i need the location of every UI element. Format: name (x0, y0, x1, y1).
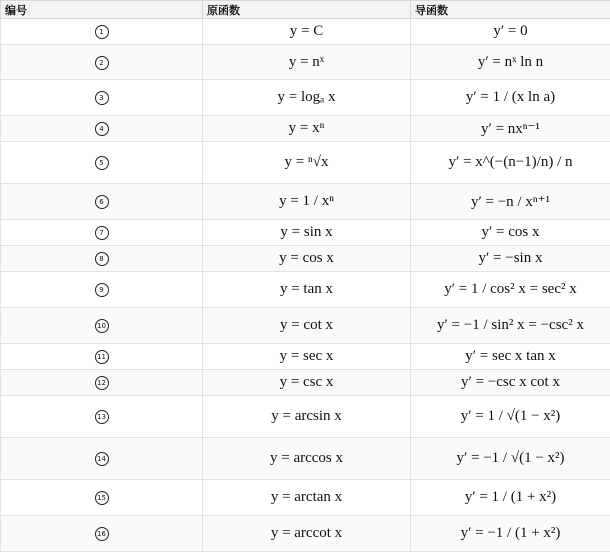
original-function: y = sec x (203, 344, 411, 370)
derivative-function: y′ = −sin x (411, 246, 610, 272)
original-function: y = sin x (203, 220, 411, 246)
row-index (1, 45, 203, 80)
original-function: y = csc x (203, 370, 411, 396)
original-function: y = logₐ x (203, 80, 411, 116)
derivative-function: y′ = −n / xⁿ⁺¹ (411, 184, 610, 220)
original-function: y = arctan x (203, 480, 411, 516)
derivative-function: y′ = −1 / √(1 − x²) (411, 438, 610, 480)
derivative-function: y′ = −1 / sin² x = −csc² x (411, 308, 610, 344)
derivative-function: y′ = 1 / √(1 − x²) (411, 396, 610, 438)
derivative-function: y′ = x^(−(n−1)/n) / n (411, 142, 610, 184)
derivative-function: y′ = 1 / cos² x = sec² x (411, 272, 610, 308)
row-index (1, 370, 203, 396)
row-index (1, 344, 203, 370)
original-function: y = C (203, 19, 411, 45)
row-index-badge: 16 (95, 527, 109, 541)
row-index-badge: 15 (95, 491, 109, 505)
row-index-badge: 9 (95, 283, 109, 297)
derivative-function: y′ = nxⁿ⁻¹ (411, 116, 610, 142)
derivative-function: y′ = −1 / (1 + x²) (411, 516, 610, 552)
row-index-badge: 7 (95, 226, 109, 240)
row-index-badge: 12 (95, 376, 109, 390)
table-row (1, 480, 610, 516)
original-function: y = arccot x (203, 516, 411, 552)
table-row (1, 19, 610, 45)
row-index-badge: 3 (95, 91, 109, 105)
header-index: 编号 (1, 1, 203, 19)
table-row (1, 370, 610, 396)
header-original: 原函数 (203, 1, 411, 19)
row-index (1, 142, 203, 184)
table-row (1, 80, 610, 116)
table-row (1, 438, 610, 480)
original-function: y = nˣ (203, 45, 411, 80)
derivative-function: y′ = −csc x cot x (411, 370, 610, 396)
table-row (1, 142, 610, 184)
original-function: y = arccos x (203, 438, 411, 480)
row-index (1, 80, 203, 116)
row-index (1, 438, 203, 480)
header-derivative: 导函数 (411, 1, 610, 19)
original-function: y = 1 / xⁿ (203, 184, 411, 220)
table-row (1, 344, 610, 370)
row-index-badge: 13 (95, 410, 109, 424)
row-index (1, 116, 203, 142)
derivative-function: y′ = 0 (411, 19, 610, 45)
derivative-function: y′ = 1 / (1 + x²) (411, 480, 610, 516)
row-index (1, 246, 203, 272)
row-index (1, 308, 203, 344)
row-index (1, 184, 203, 220)
table-row (1, 516, 610, 552)
row-index (1, 396, 203, 438)
row-index (1, 220, 203, 246)
row-index (1, 480, 203, 516)
row-index (1, 516, 203, 552)
original-function: y = ⁿ√x (203, 142, 411, 184)
table-row (1, 116, 610, 142)
table-body (1, 19, 610, 552)
table-row (1, 308, 610, 344)
table-row (1, 246, 610, 272)
row-index (1, 272, 203, 308)
original-function: y = arcsin x (203, 396, 411, 438)
table-header-row (1, 1, 610, 19)
table-row (1, 220, 610, 246)
table-row (1, 396, 610, 438)
row-index (1, 19, 203, 45)
derivative-function: y′ = 1 / (x ln a) (411, 80, 610, 116)
table-row (1, 184, 610, 220)
row-index-badge: 11 (95, 350, 109, 364)
original-function: y = cos x (203, 246, 411, 272)
row-index-badge: 2 (95, 56, 109, 70)
row-index-badge: 6 (95, 195, 109, 209)
row-index-badge: 1 (95, 25, 109, 39)
row-index-badge: 5 (95, 156, 109, 170)
row-index-badge: 10 (95, 319, 109, 333)
original-function: y = xⁿ (203, 116, 411, 142)
derivative-function: y′ = cos x (411, 220, 610, 246)
row-index-badge: 4 (95, 122, 109, 136)
table-row (1, 45, 610, 80)
derivative-function: y′ = sec x tan x (411, 344, 610, 370)
original-function: y = tan x (203, 272, 411, 308)
derivative-function: y′ = nˣ ln n (411, 45, 610, 80)
row-index-badge: 8 (95, 252, 109, 266)
table-row (1, 272, 610, 308)
original-function: y = cot x (203, 308, 411, 344)
row-index-badge: 14 (95, 452, 109, 466)
